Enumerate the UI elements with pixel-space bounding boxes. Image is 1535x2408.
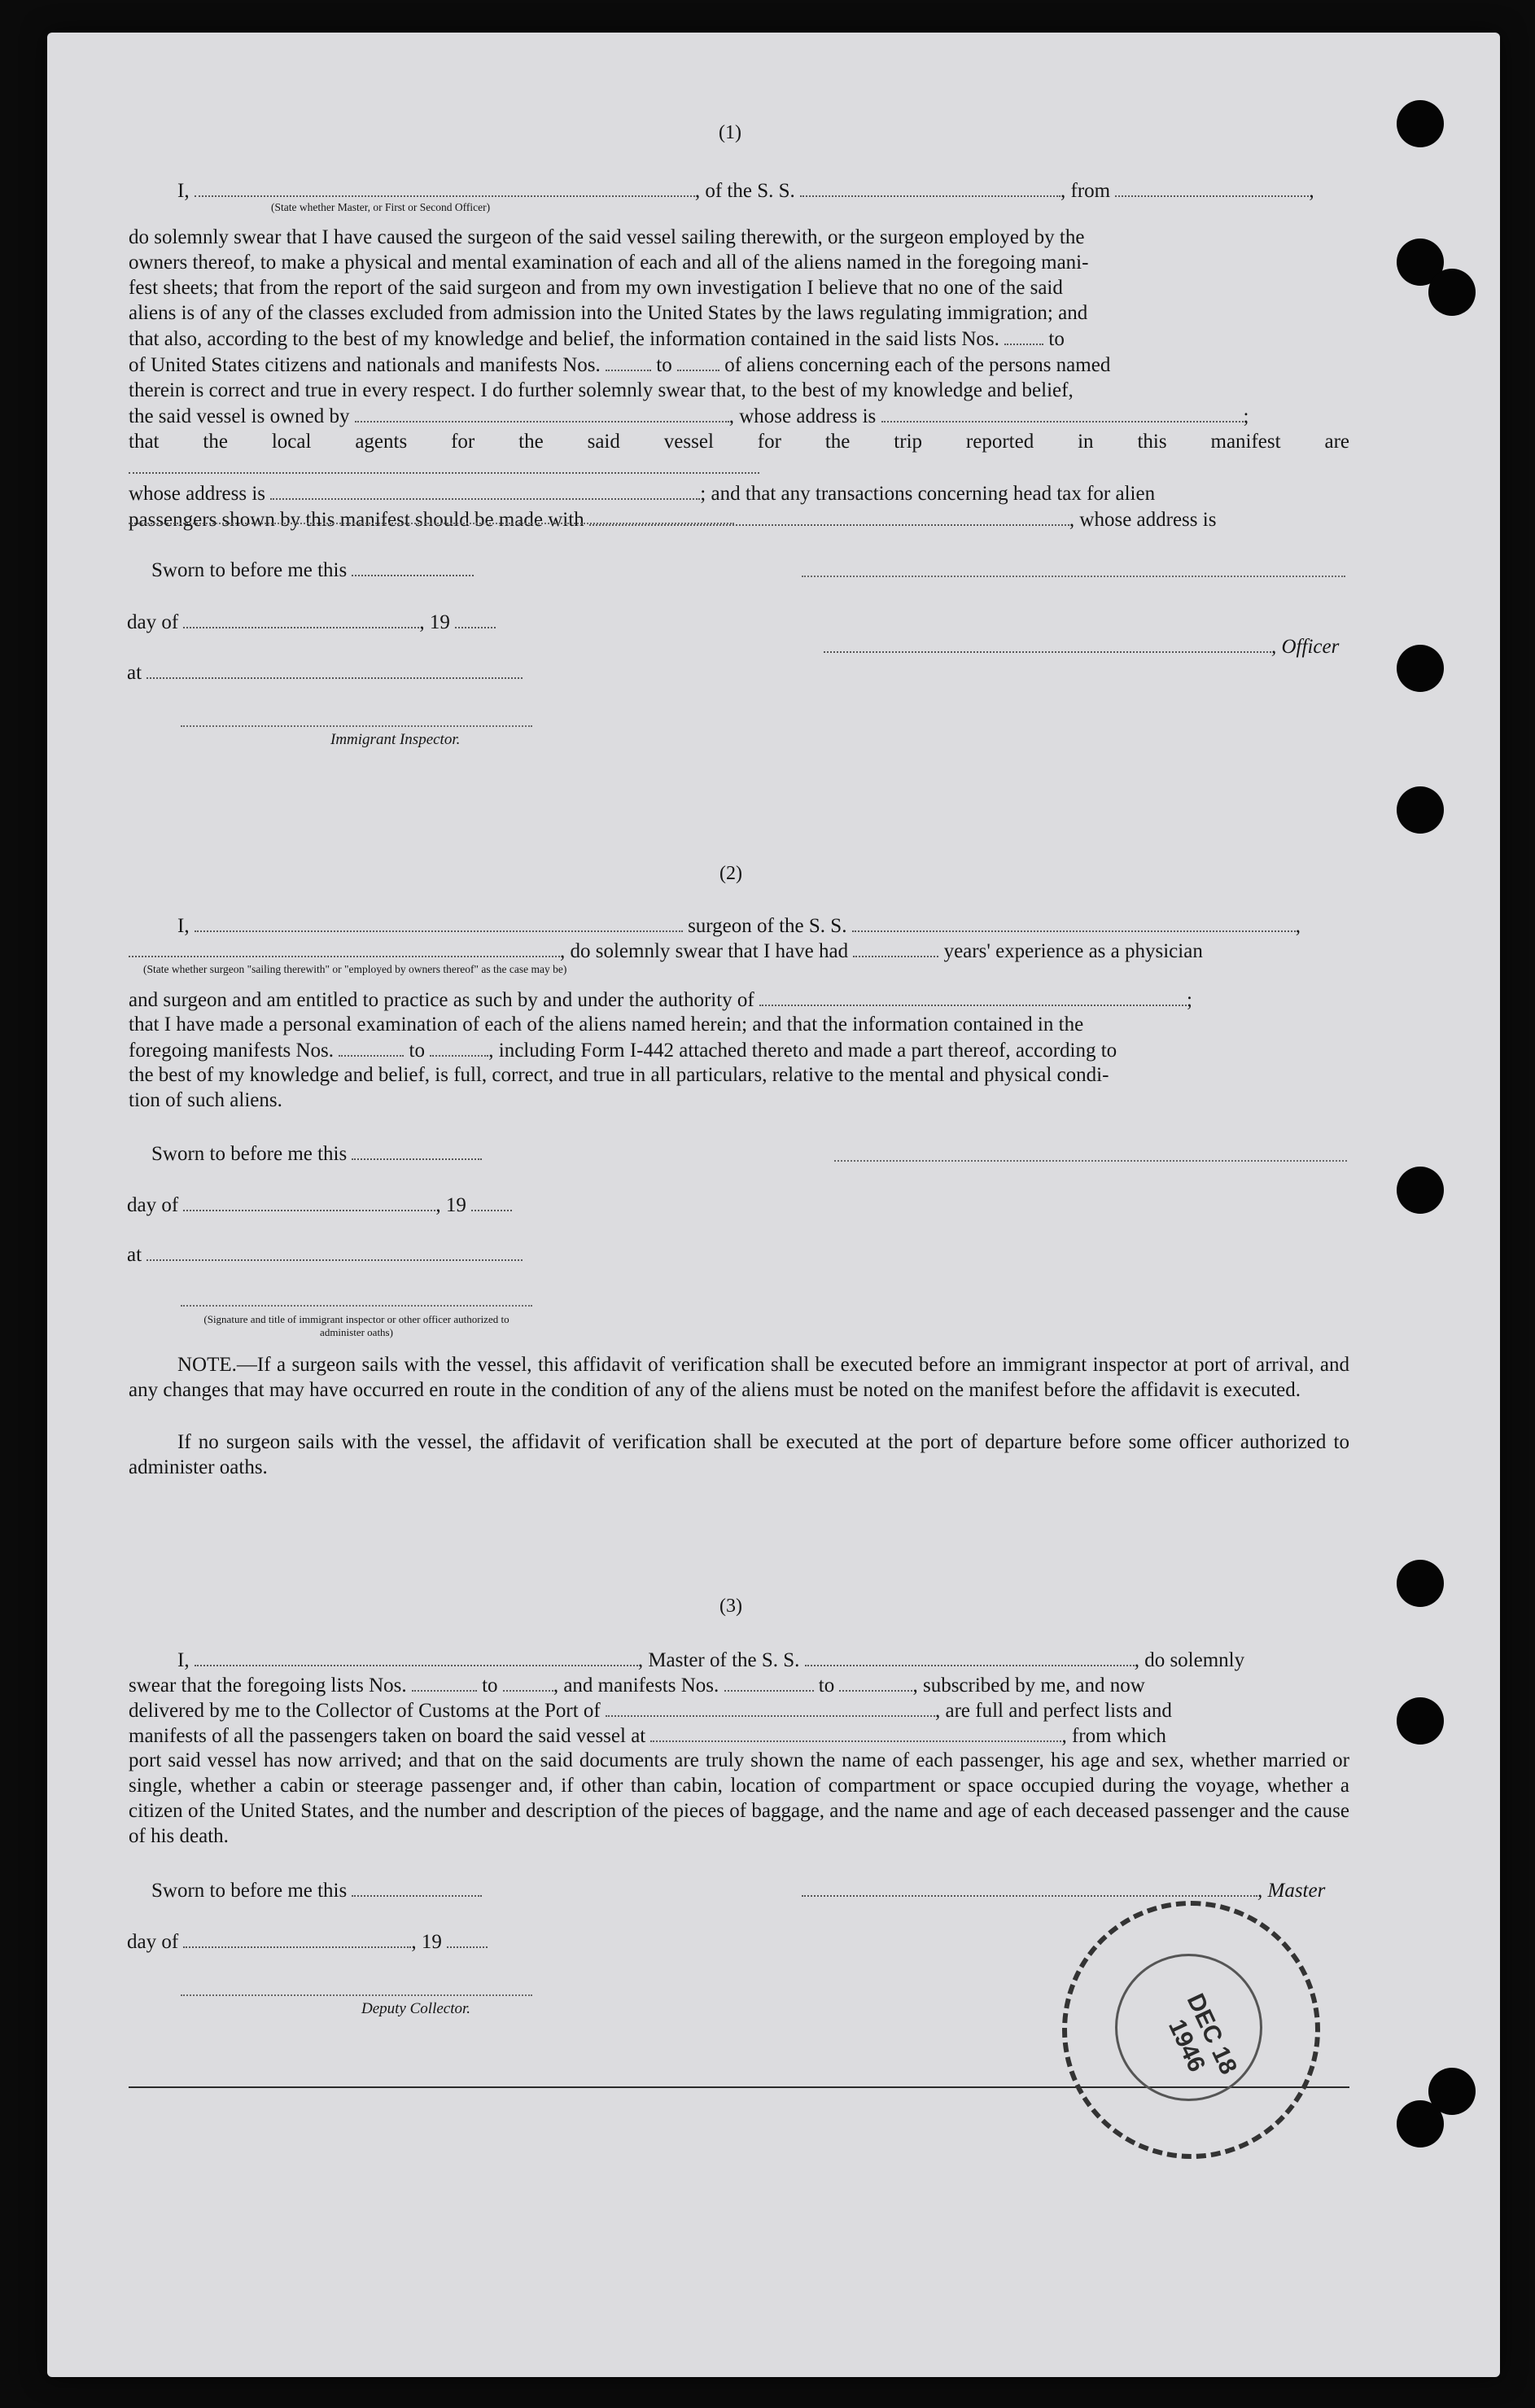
text: , Master bbox=[1257, 1880, 1326, 1902]
sworn-line bbox=[151, 1877, 482, 1903]
blank-field[interactable] bbox=[677, 352, 719, 371]
master-line bbox=[177, 1647, 1244, 1673]
note-label: NOTE. bbox=[177, 1354, 237, 1376]
at-line bbox=[127, 659, 523, 685]
surgeon-line bbox=[177, 913, 1301, 939]
blank-field[interactable] bbox=[147, 659, 523, 679]
text: delivered by me to the Collector of Customs at the Port of bbox=[129, 1700, 601, 1722]
signer-title: Immigrant Inspector. bbox=[330, 731, 461, 748]
signer-title: Deputy Collector. bbox=[361, 2000, 471, 2017]
blank-field[interactable] bbox=[447, 1929, 488, 1948]
text: that also, according to the best of my knowledge and belief, the information contained in the said lists Nos. bbox=[129, 328, 999, 350]
text: , are full and perfect lists and bbox=[935, 1700, 1172, 1722]
blank-field[interactable] bbox=[881, 403, 1244, 422]
body-line: owners thereof, to make a physical and mental examination of each and all of the aliens named in the foregoing mani- bbox=[129, 252, 1089, 274]
note: If no surgeon sails with the vessel, the affidavit of verification shall be executed at the port of departure before some officer authorized to administer oaths. bbox=[129, 1431, 1349, 1478]
punch-hole bbox=[1397, 100, 1444, 147]
text: to bbox=[818, 1675, 835, 1697]
punch-hole bbox=[1397, 1560, 1444, 1607]
blank-field[interactable] bbox=[455, 609, 496, 628]
blank-field[interactable] bbox=[129, 454, 759, 474]
blank-field[interactable] bbox=[824, 633, 1271, 653]
signature-line[interactable] bbox=[834, 1160, 1347, 1162]
blank-field[interactable] bbox=[430, 1037, 488, 1057]
text: , Officer bbox=[1271, 636, 1340, 658]
body-line bbox=[129, 352, 1349, 378]
text: passengers shown by this manifest should be made with bbox=[129, 509, 584, 531]
blank-field[interactable] bbox=[183, 1929, 411, 1948]
blank-field[interactable] bbox=[352, 1877, 482, 1897]
blank-field[interactable] bbox=[503, 1672, 553, 1692]
text: , from bbox=[1061, 180, 1111, 202]
surgeon-line bbox=[129, 938, 1203, 964]
text: , 19 bbox=[411, 1931, 442, 1953]
text: Sworn to before me this bbox=[151, 1143, 348, 1165]
body-line bbox=[129, 506, 1349, 532]
text: to bbox=[656, 354, 672, 376]
oath-line bbox=[177, 177, 1314, 204]
blank-field[interactable] bbox=[352, 557, 474, 576]
punch-hole bbox=[1428, 269, 1476, 316]
oath-body bbox=[129, 225, 1349, 532]
text: , 19 bbox=[419, 611, 450, 633]
text: to bbox=[482, 1675, 498, 1697]
master-signature bbox=[802, 1877, 1325, 1903]
text: ; bbox=[1187, 989, 1192, 1011]
text: , bbox=[1295, 915, 1301, 937]
text: , from which bbox=[1061, 1725, 1166, 1747]
at-line bbox=[127, 1241, 523, 1267]
stamp-date: DEC 18 1946 bbox=[1162, 1990, 1243, 2079]
blank-field[interactable] bbox=[339, 1037, 404, 1057]
blank-field[interactable] bbox=[724, 1672, 814, 1692]
text: day of bbox=[127, 611, 179, 633]
blank-field[interactable] bbox=[471, 1192, 512, 1211]
inspector-signature-line[interactable] bbox=[181, 725, 532, 727]
surgeon-line: tion of such aliens. bbox=[129, 1089, 282, 1111]
blank-field[interactable] bbox=[183, 609, 419, 628]
surgeon-line bbox=[129, 987, 1192, 1013]
body-line bbox=[129, 326, 1349, 352]
blank-field[interactable] bbox=[147, 1241, 523, 1261]
day-line bbox=[127, 1192, 512, 1218]
text: day of bbox=[127, 1931, 179, 1953]
text: day of bbox=[127, 1194, 179, 1216]
text: and surgeon and am entitled to practice as such by and under the authority of bbox=[129, 989, 754, 1011]
text: , of the S. S. bbox=[694, 180, 795, 202]
blank-field[interactable] bbox=[800, 177, 1061, 197]
text: , whose address is bbox=[728, 405, 877, 427]
blank-field[interactable] bbox=[853, 938, 938, 957]
punch-hole bbox=[1397, 2100, 1444, 2147]
text: Sworn to before me this bbox=[151, 1880, 348, 1902]
punch-hole bbox=[1397, 786, 1444, 834]
text: whose address is bbox=[129, 483, 266, 505]
text: the said vessel is owned by bbox=[129, 405, 350, 427]
text: that the local agents for the said vessel for the trip reported in this manifest are bbox=[129, 431, 1349, 453]
section-number: (3) bbox=[719, 1596, 742, 1617]
day-line bbox=[127, 609, 496, 635]
text: , bbox=[1309, 180, 1314, 202]
text: , and manifests Nos. bbox=[553, 1675, 719, 1697]
blank-field[interactable] bbox=[1004, 326, 1043, 345]
blank-field[interactable] bbox=[352, 1141, 482, 1160]
master-line bbox=[129, 1723, 1166, 1749]
blank-field[interactable] bbox=[802, 1877, 1257, 1897]
blank-field[interactable] bbox=[355, 403, 729, 422]
body-line: fest sheets; that from the report of the said surgeon and from my own investigation I believe that no one of the said bbox=[129, 277, 1063, 299]
text: , 19 bbox=[435, 1194, 466, 1216]
text: ; and that any transactions concerning head tax for alien bbox=[700, 483, 1156, 505]
surgeon-line: that I have made a personal examination of each of the aliens named herein; and that the information contained in the bbox=[129, 1014, 1084, 1035]
field-caption: (State whether Master, or First or Second Officer) bbox=[271, 201, 491, 213]
note bbox=[129, 1352, 1349, 1403]
blank-field[interactable] bbox=[759, 987, 1187, 1006]
blank-field[interactable] bbox=[606, 1697, 935, 1717]
body-line: therein is correct and true in every respect. I do further solemnly swear that, to the best of my knowledge and belief, bbox=[129, 379, 1074, 401]
body-line bbox=[129, 480, 1349, 506]
text: to bbox=[1048, 328, 1065, 350]
text: of United States citizens and nationals and manifests Nos. bbox=[129, 354, 601, 376]
blank-field[interactable] bbox=[805, 1647, 1135, 1666]
surgeon-line: the best of my knowledge and belief, is full, correct, and true in all particulars, relative to the mental and physical condi- bbox=[129, 1064, 1109, 1086]
signer-caption: (Signature and title of immigrant inspector or other officer authorized to administer oaths) bbox=[203, 1313, 509, 1338]
surgeon-line bbox=[129, 1037, 1117, 1063]
text: surgeon of the S. S. bbox=[688, 915, 847, 937]
master-line bbox=[129, 1697, 1172, 1723]
blank-field[interactable] bbox=[1115, 177, 1309, 197]
text: foregoing manifests Nos. bbox=[129, 1040, 335, 1062]
text: I, bbox=[177, 915, 190, 937]
blank-field[interactable] bbox=[650, 1723, 1061, 1742]
text: , subscribed by me, and now bbox=[912, 1675, 1145, 1697]
text: years' experience as a physician bbox=[943, 940, 1203, 962]
collector-signature-line[interactable] bbox=[181, 1994, 532, 1996]
text: at bbox=[127, 662, 142, 684]
text: to bbox=[409, 1040, 425, 1062]
blank-field[interactable] bbox=[852, 913, 1296, 932]
signature-line[interactable] bbox=[181, 1305, 532, 1307]
blank-field[interactable] bbox=[270, 480, 700, 500]
body-line bbox=[129, 429, 1349, 480]
text: I, bbox=[177, 180, 190, 202]
blank-field[interactable] bbox=[195, 177, 695, 197]
day-line bbox=[127, 1929, 488, 1955]
officer-line bbox=[824, 633, 1339, 659]
text: of aliens concerning each of the persons named bbox=[724, 354, 1111, 376]
sworn-line bbox=[151, 557, 474, 583]
master-body: port said vessel has now arrived; and that on the said documents are truly shown the name of each passenger, his age and sex, whether married or single, whether a cabin or steerage passenger and, if other than cabin, location of compartment or space occupied during the voyage, whether a citizen of the United States, and the number and description of the pieces of baggage, and the name and age of each deceased passenger and the cause of his death. bbox=[129, 1749, 1349, 1847]
blank-field[interactable] bbox=[183, 1192, 435, 1211]
punch-hole bbox=[1397, 645, 1444, 692]
text: , do solemnly bbox=[1134, 1649, 1245, 1671]
text: ; bbox=[1243, 405, 1249, 427]
section-number: (1) bbox=[719, 122, 741, 143]
text: , do solemnly swear that I have had bbox=[560, 940, 849, 962]
blank-field[interactable] bbox=[606, 352, 651, 371]
text: I, bbox=[177, 1649, 190, 1671]
text: swear that the foregoing lists Nos. bbox=[129, 1675, 407, 1697]
text: , whose address is bbox=[1069, 509, 1217, 531]
punch-hole bbox=[1397, 1167, 1444, 1214]
text: Sworn to before me this bbox=[151, 559, 348, 581]
officer-signature-line[interactable] bbox=[802, 576, 1345, 577]
body-line: do solemnly swear that I have caused the surgeon of the said vessel sailing therewith, or the surgeon employed by the bbox=[129, 226, 1085, 248]
blank-field[interactable] bbox=[129, 938, 560, 957]
blank-field[interactable] bbox=[195, 1647, 638, 1666]
text: at bbox=[127, 1244, 142, 1266]
note-text: —If a surgeon sails with the vessel, this affidavit of verification shall be executed before an immigrant inspector at port of arrival, and any changes that may have occurred en route in the condition of any of the aliens must be noted on the manifest before the affidavit is executed. bbox=[129, 1354, 1349, 1401]
body-line: aliens is of any of the classes excluded from admission into the United States by the laws regulating immigration; and bbox=[129, 302, 1088, 324]
blank-line bbox=[129, 523, 734, 524]
text: , including Form I-442 attached thereto and made a part thereof, according to bbox=[488, 1040, 1117, 1062]
master-line bbox=[129, 1672, 1145, 1698]
blank-field[interactable] bbox=[412, 1672, 477, 1692]
text: , Master of the S. S. bbox=[637, 1649, 800, 1671]
sworn-line bbox=[151, 1141, 482, 1167]
section-number: (2) bbox=[719, 863, 742, 884]
body-line bbox=[129, 403, 1349, 429]
field-caption: (State whether surgeon "sailing therewith" or "employed by owners thereof" as the case may be) bbox=[143, 963, 567, 975]
blank-field[interactable] bbox=[195, 913, 683, 932]
blank-field[interactable] bbox=[839, 1672, 912, 1692]
text: manifests of all the passengers taken on board the said vessel at bbox=[129, 1725, 646, 1747]
punch-hole bbox=[1397, 1697, 1444, 1745]
